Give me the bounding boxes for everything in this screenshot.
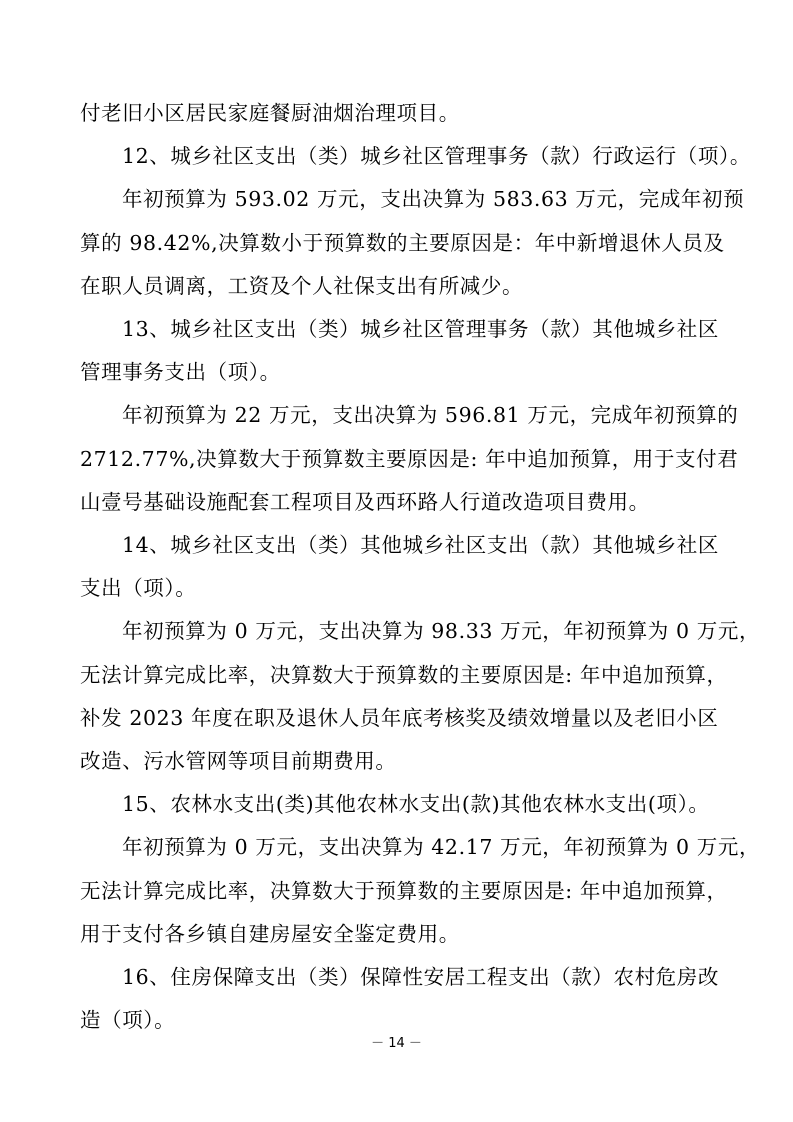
page-number: － 14 － <box>371 1036 422 1051</box>
text-line-19: 无法计算完成比率，决算数大于预算数的主要原因是: 年中追加预算， <box>80 878 728 903</box>
text-line-14: 无法计算完成比率，决算数大于预算数的主要原因是: 年中追加预算， <box>80 662 728 687</box>
text-line-1: 付老旧小区居民家庭餐厨油烟治理项目。 <box>80 101 460 125</box>
text-line-8: 年初预算为 22 万元，支出决算为 596.81 万元，完成年初预算的 <box>122 403 739 428</box>
heading-item-13: 13、城乡社区支出（类）城乡社区管理事务（款）其他城乡社区 <box>122 317 719 341</box>
text-line-13: 年初预算为 0 万元，支出决算为 98.33 万元，年初预算为 0 万元， <box>122 619 761 644</box>
text-line-5: 在职人员调离，工资及个人社保支出有所减少。 <box>80 273 524 298</box>
text-line-15: 补发 2023 年度在职及退休人员年底考核奖及绩效增量以及老旧小区 <box>80 705 719 730</box>
text-line-20: 用于支付各乡镇自建房屋安全鉴定费用。 <box>80 921 460 946</box>
text-line-16: 改造、污水管网等项目前期费用。 <box>80 749 397 773</box>
text-line-12: 支出（项）。 <box>80 576 197 601</box>
heading-item-12: 12、城乡社区支出（类）城乡社区管理事务（款）行政运行（项）。 <box>122 144 751 169</box>
heading-item-15: 15、农林水支出(类)其他农林水支出(款)其他农林水支出(项）。 <box>122 792 710 817</box>
text-line-4: 算的 98.42%,决算数小于预算数的主要原因是：年中新增退休人员及 <box>80 230 725 255</box>
heading-item-16: 16、住房保障支出（类）保障性安居工程支出（款）农村危房改 <box>122 965 719 989</box>
text-line-9: 2712.77%,决算数大于预算数主要原因是: 年中追加预算，用于支付君 <box>80 446 739 471</box>
text-line-22: 造（项）。 <box>80 1008 176 1033</box>
heading-item-14: 14、城乡社区支出（类）其他城乡社区支出（款）其他城乡社区 <box>122 533 719 557</box>
text-line-10: 山壹号基础设施配套工程项目及西环路人行道改造项目费用。 <box>80 489 650 514</box>
text-line-3: 年初预算为 593.02 万元，支出决算为 583.63 万元，完成年初预 <box>122 187 745 212</box>
text-line-7: 管理事务支出（项）。 <box>80 360 281 385</box>
text-line-18: 年初预算为 0 万元，支出决算为 42.17 万元，年初预算为 0 万元， <box>122 835 761 860</box>
